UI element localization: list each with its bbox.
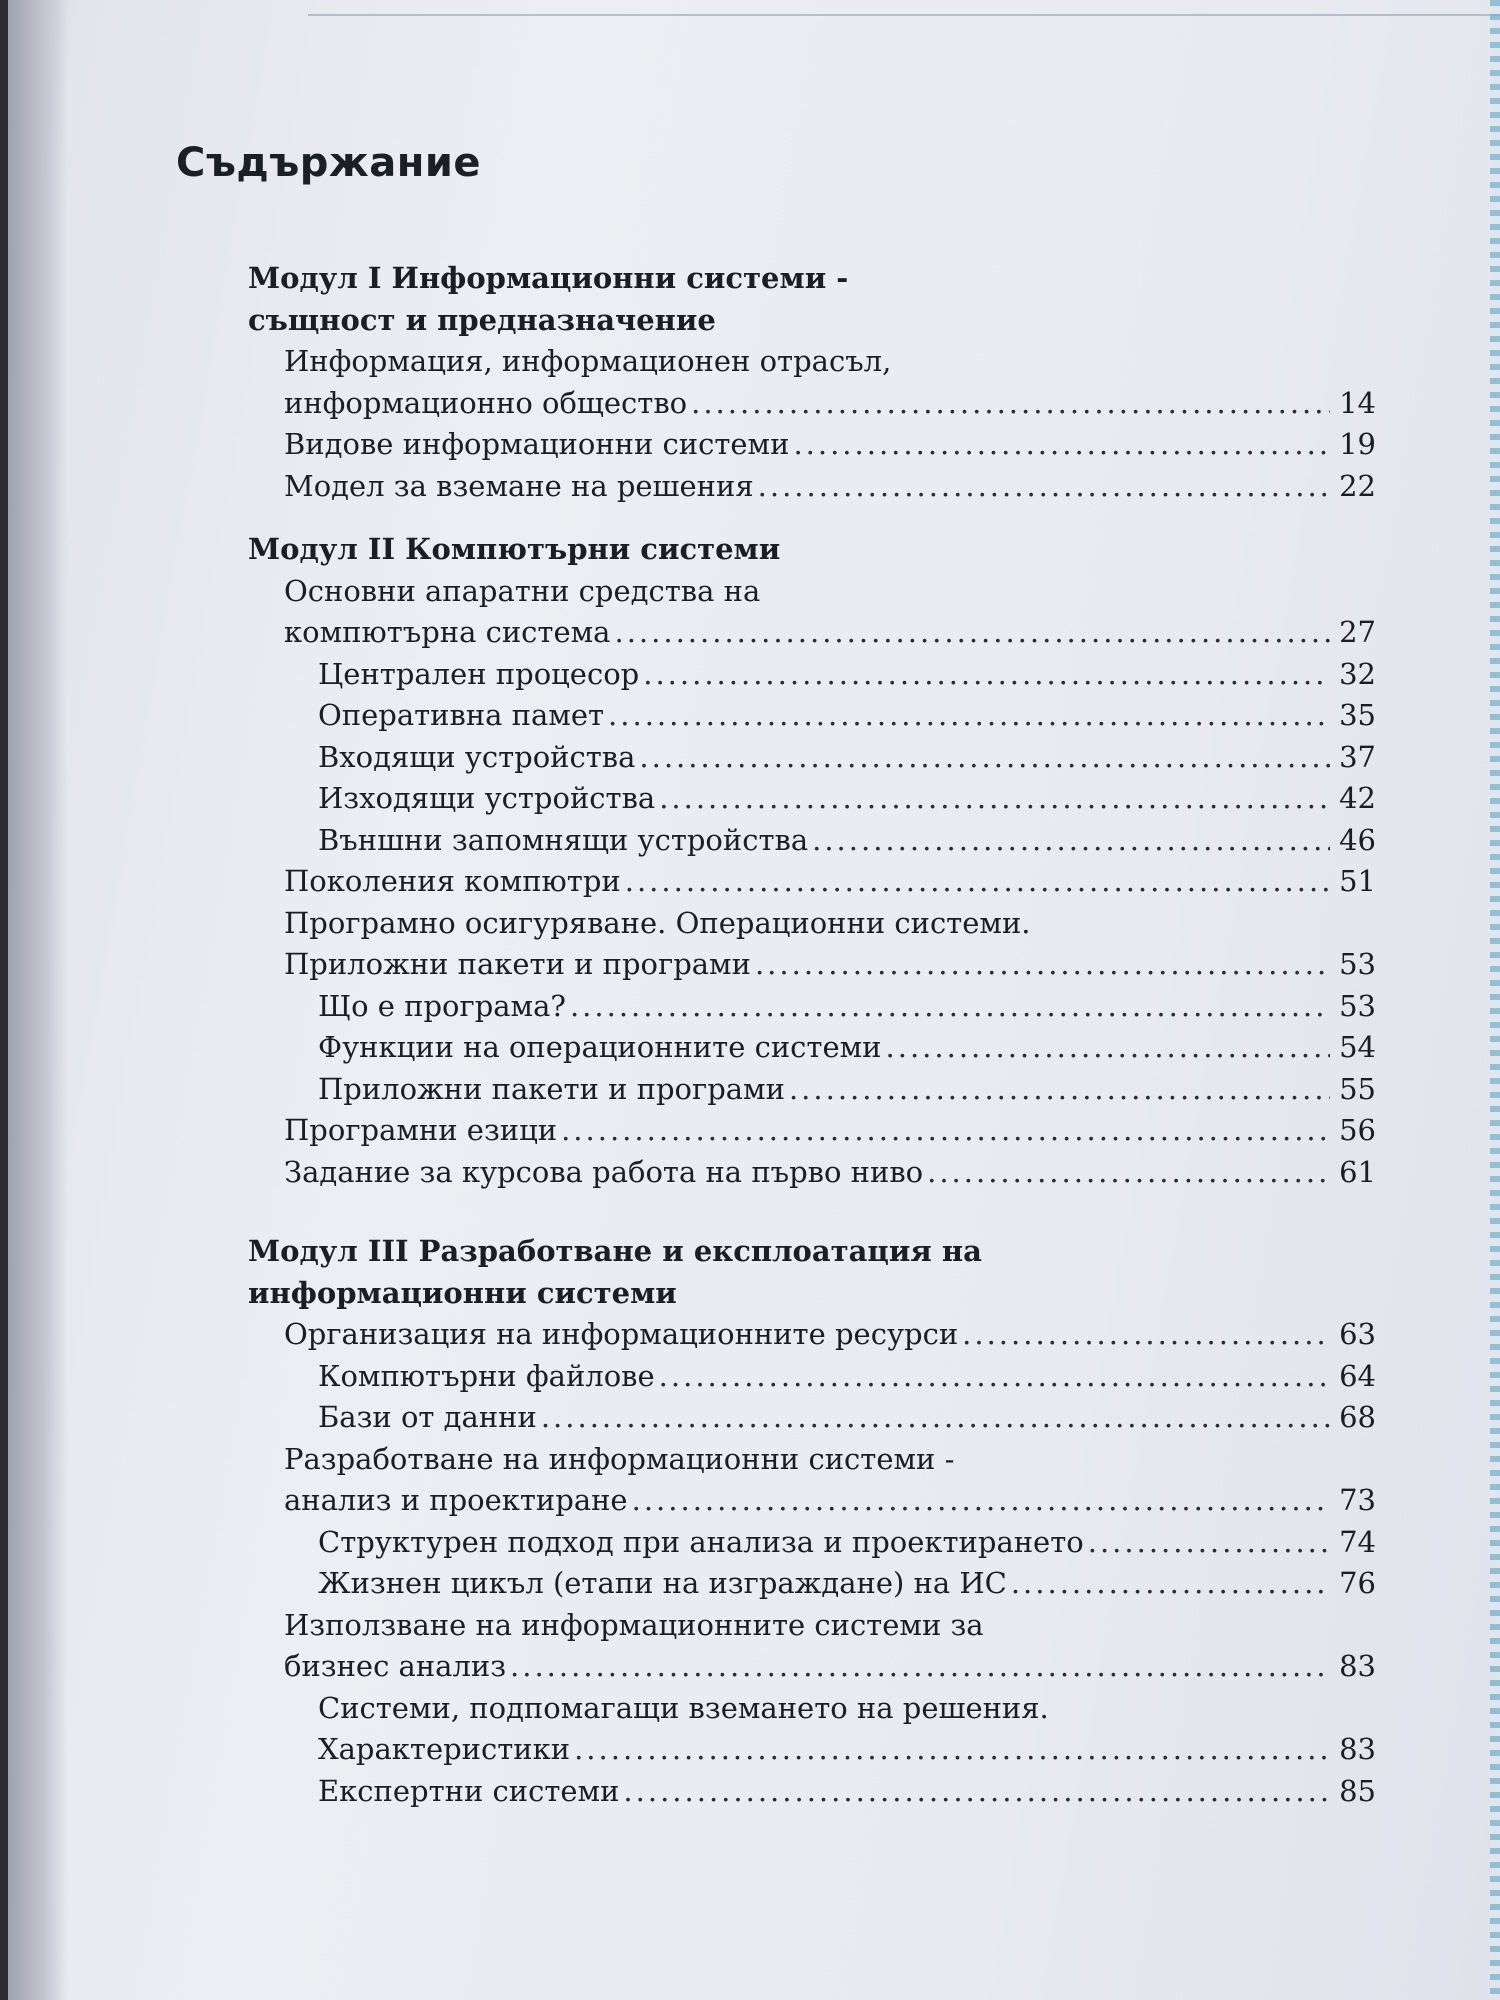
page-number: 83 [1339, 1649, 1376, 1683]
page-number: 85 [1339, 1773, 1376, 1808]
page-number: 42 [1339, 781, 1376, 815]
toc-entry-title: Характеристики [318, 1732, 571, 1766]
dot-leader [574, 1729, 1330, 1771]
page-number: 61 [1339, 1154, 1376, 1189]
dot-leader [625, 861, 1330, 903]
dot-leader [614, 612, 1330, 654]
toc-entry-title: Програмни езици [284, 1113, 558, 1147]
book-spine-shadow [8, 0, 68, 2000]
toc-entry[interactable] [248, 466, 1376, 508]
page-top-rule [308, 14, 1500, 16]
dot-leader [643, 654, 1330, 696]
toc-entry[interactable] [248, 1771, 1376, 1813]
dot-leader [541, 1397, 1330, 1439]
toc-entry[interactable] [248, 424, 1376, 466]
dot-leader [1011, 1563, 1330, 1605]
dot-leader [927, 1152, 1330, 1194]
toc-entry-title: Задание за курсова работа на първо ниво [284, 1154, 924, 1189]
page-number: 74 [1339, 1524, 1376, 1559]
dot-leader [886, 1027, 1330, 1069]
toc-entry-line: Използване на информационните системи за [284, 1607, 984, 1642]
toc-entry[interactable] [248, 1314, 1376, 1356]
page-number: 53 [1339, 947, 1376, 981]
dot-leader [608, 695, 1330, 737]
toc-entry[interactable] [248, 1729, 1376, 1771]
dot-leader [755, 944, 1330, 986]
toc-entry-title: Компютърни файлове [318, 1358, 655, 1393]
toc-entry[interactable] [248, 1152, 1376, 1194]
toc-entry-line: Системи, подпомагащи вземането на решения. [318, 1690, 1049, 1725]
page-number: 22 [1339, 468, 1376, 503]
toc-entry-title: компютърна система [284, 615, 611, 649]
module-title: информационни системи [248, 1275, 677, 1310]
dot-leader [632, 1480, 1330, 1522]
page-title: Съдържание [176, 140, 481, 186]
toc-entry-title: Изходящи устройства [318, 781, 656, 815]
page-number: 14 [1339, 385, 1376, 420]
toc-entry-title: анализ и проектиране [284, 1483, 628, 1517]
page-number: 64 [1339, 1358, 1376, 1393]
toc-entry[interactable] [248, 737, 1376, 779]
toc-entry-title: Модел за вземане на решения [284, 468, 754, 503]
toc-entry-line: Разработване на информационни системи - [284, 1441, 955, 1476]
toc-entry-title: Поколения компютри [284, 864, 621, 898]
toc-entry[interactable] [248, 1356, 1376, 1398]
module-title: Модул III Разработване и експлоатация на [248, 1234, 982, 1268]
page-number: 68 [1339, 1400, 1376, 1434]
dot-leader [1088, 1522, 1330, 1564]
toc-entry[interactable] [248, 986, 1376, 1028]
page-number: 76 [1339, 1566, 1376, 1600]
toc-entry-title: Бази от данни [318, 1400, 537, 1434]
module-title: същност и предназначение [248, 302, 716, 337]
toc-entry-title: Жизнен цикъл (етапи на изграждане) на ИС [318, 1566, 1007, 1600]
page-number: 55 [1339, 1071, 1376, 1106]
toc-entry-title: Функции на операционните системи [318, 1030, 882, 1064]
page-number: 56 [1339, 1113, 1376, 1147]
toc-module [248, 529, 1376, 1193]
dot-leader [789, 1069, 1330, 1111]
toc-entry[interactable] [248, 861, 1376, 903]
module-title: Модул II Компютърни системи [248, 532, 781, 566]
dot-leader [691, 383, 1330, 425]
toc-entry[interactable] [248, 695, 1376, 737]
toc-entry-title: Видове информационни системи [284, 427, 790, 461]
dot-leader [639, 737, 1330, 779]
toc-entry-title: Приложни пакети и програми [318, 1071, 785, 1106]
toc-entry-title: Оперативна памет [318, 698, 605, 732]
toc-entry[interactable] [248, 820, 1376, 862]
toc-entry-title: Централен процесор [318, 656, 640, 691]
toc-entry[interactable] [248, 778, 1376, 820]
toc-entry-title: бизнес анализ [284, 1649, 507, 1683]
toc-entry[interactable] [248, 1480, 1376, 1522]
toc-entry[interactable] [248, 1522, 1376, 1564]
page-number: 63 [1339, 1317, 1376, 1351]
page-number: 54 [1339, 1030, 1376, 1064]
toc-entry[interactable] [248, 1027, 1376, 1069]
dot-leader [510, 1646, 1330, 1688]
toc-entry-line: Основни апаратни средства на [284, 573, 761, 608]
table-of-contents [248, 258, 1376, 1812]
toc-module [248, 258, 1376, 507]
toc-entry-title: Що е програма? [318, 988, 566, 1023]
toc-entry-title: информационно общество [284, 385, 688, 420]
toc-module [248, 1231, 1376, 1812]
page-number: 73 [1339, 1483, 1376, 1517]
page-number: 19 [1339, 427, 1376, 461]
dot-leader [758, 466, 1330, 508]
toc-entry[interactable] [248, 944, 1376, 986]
toc-entry[interactable] [248, 1069, 1376, 1111]
toc-entry[interactable] [248, 654, 1376, 696]
toc-entry-title: Външни запомнящи устройства [318, 822, 809, 857]
page-number: 32 [1339, 656, 1376, 691]
page-edge [1490, 0, 1500, 2000]
dot-leader [659, 778, 1330, 820]
toc-entry-line: Програмно осигуряване. Операционни системи. [284, 905, 1031, 940]
page-number: 27 [1339, 615, 1376, 649]
toc-entry-title: Приложни пакети и програми [284, 947, 751, 981]
toc-entry[interactable] [248, 1397, 1376, 1439]
toc-entry-title: Експертни системи [318, 1773, 620, 1808]
toc-entry[interactable] [248, 1110, 1376, 1152]
dot-leader [570, 986, 1330, 1028]
page-number: 35 [1339, 698, 1376, 732]
toc-entry[interactable] [248, 612, 1376, 654]
module-title: Модул I Информационни системи - [248, 261, 849, 295]
toc-entry-title: Структурен подход при анализа и проектирането [318, 1524, 1084, 1559]
dot-leader [623, 1771, 1330, 1813]
toc-entry-line: Информация, информационен отрасъл, [284, 344, 892, 378]
dot-leader [812, 820, 1330, 862]
toc-entry[interactable] [248, 383, 1376, 425]
page-number: 53 [1339, 988, 1376, 1023]
page-number: 51 [1339, 864, 1376, 898]
dot-leader [561, 1110, 1330, 1152]
toc-entry-title: Входящи устройства [318, 739, 636, 774]
page-number: 83 [1339, 1732, 1376, 1766]
dot-leader [659, 1356, 1330, 1398]
toc-entry-title: Организация на информационните ресурси [284, 1317, 959, 1351]
dot-leader [962, 1314, 1330, 1356]
book-page [8, 0, 1500, 2000]
page-number: 37 [1339, 739, 1376, 774]
page-number: 46 [1339, 822, 1376, 857]
toc-entry[interactable] [248, 1563, 1376, 1605]
toc-entry[interactable] [248, 1646, 1376, 1688]
dot-leader [793, 424, 1330, 466]
